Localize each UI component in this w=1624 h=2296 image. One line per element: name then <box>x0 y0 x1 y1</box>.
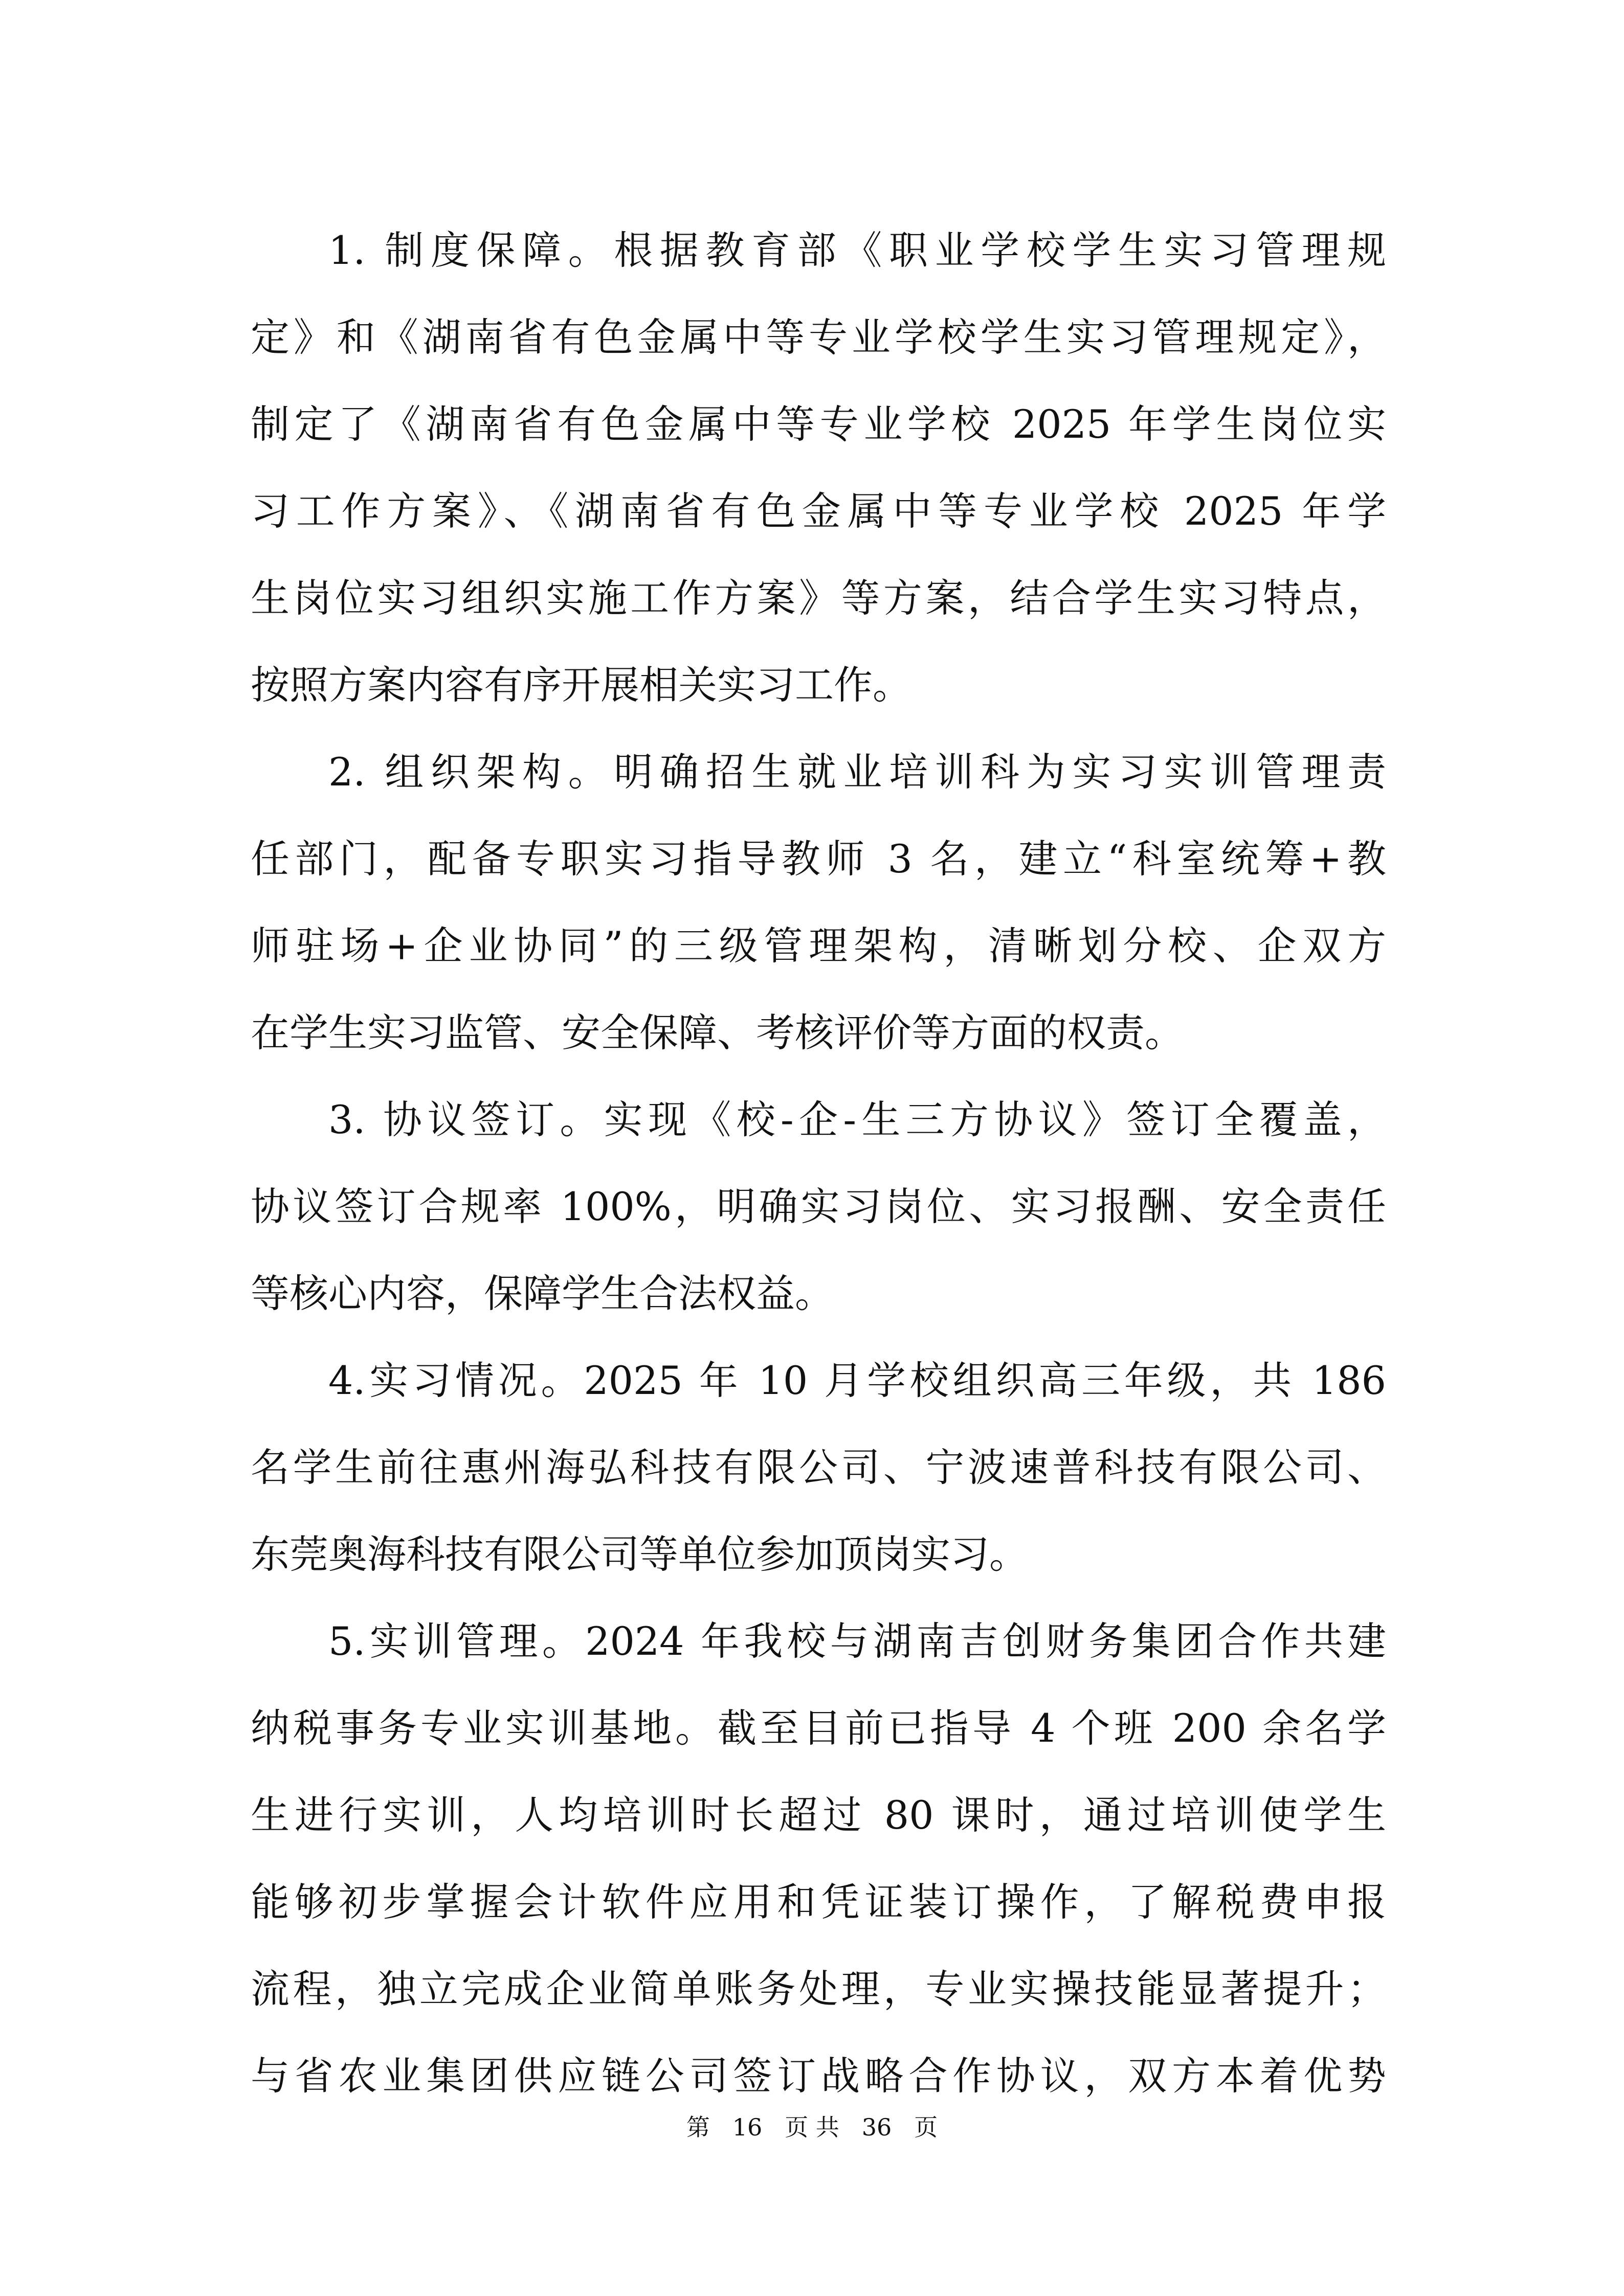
text-line: 生岗位实习组织实施工作方案》等方案，结合学生实习特点， <box>251 575 1386 621</box>
text-line: 协议签订合规率 100%，明确实习岗位、实习报酬、安全责任 <box>251 1184 1386 1229</box>
text-line: 1. 制度保障。根据教育部《职业学校学生实习管理规 <box>328 228 1386 273</box>
text-line: 生进行实训，人均培训时长超过 80 课时，通过培训使学生 <box>251 1792 1386 1838</box>
text-line: 师驻场+企业协同”的三级管理架构，清晰划分校、企双方 <box>251 923 1386 969</box>
text-line: 任部门，配备专职实习指导教师 3 名，建立“科室统筹+教 <box>251 836 1386 882</box>
footer-middle: 页 共 <box>785 2113 839 2141</box>
paragraph-training-management <box>251 1598 1386 2120</box>
paragraph-agreement-signing <box>251 1076 1386 1337</box>
text-line: 在学生实习监管、安全保障、考核评价等方面的权责。 <box>251 1010 1184 1055</box>
text-line: 定》和《湖南省有色金属中等专业学校学生实习管理规定》， <box>251 314 1386 360</box>
total-pages: 36 <box>861 2113 892 2141</box>
text-line: 4.实习情况。2025 年 10 月学校组织高三年级，共 186 <box>328 1358 1386 1403</box>
text-line: 流程，独立完成企业简单账务处理，专业实操技能显著提升； <box>251 1966 1386 2012</box>
text-line: 能够初步掌握会计软件应用和凭证装订操作，了解税费申报 <box>251 1879 1386 1925</box>
text-line: 按照方案内容有序开展相关实习工作。 <box>251 662 911 708</box>
paragraph-internship-status <box>251 1337 1386 1598</box>
text-line: 等核心内容，保障学生合法权益。 <box>251 1271 834 1316</box>
text-line: 纳税事务专业实训基地。截至目前已指导 4 个班 200 余名学 <box>251 1705 1386 1751</box>
text-line: 3. 协议签订。实现《校-企-生三方协议》签订全覆盖， <box>328 1097 1386 1142</box>
document-body <box>251 207 1386 2120</box>
page-footer <box>0 2112 1624 2143</box>
text-line: 制定了《湖南省有色金属中等专业学校 2025 年学生岗位实 <box>251 401 1386 447</box>
text-line: 东莞奥海科技有限公司等单位参加顶岗实习。 <box>251 1532 1028 1577</box>
text-line: 5.实训管理。2024 年我校与湖南吉创财务集团合作共建 <box>328 1618 1386 1664</box>
text-line: 习工作方案》、《湖南省有色金属中等专业学校 2025 年学 <box>251 488 1386 534</box>
text-line: 名学生前往惠州海弘科技有限公司、宁波速普科技有限公司、 <box>251 1445 1386 1490</box>
page-number: 16 <box>732 2113 763 2141</box>
paragraph-institutional-guarantee <box>251 207 1386 729</box>
footer-prefix: 第 <box>686 2113 710 2141</box>
text-line: 2. 组织架构。明确招生就业培训科为实习实训管理责 <box>328 749 1386 795</box>
paragraph-organizational-structure <box>251 729 1386 1076</box>
footer-suffix: 页 <box>914 2113 938 2141</box>
text-line: 与省农业集团供应链公司签订战略合作协议，双方本着优势 <box>251 2053 1386 2099</box>
